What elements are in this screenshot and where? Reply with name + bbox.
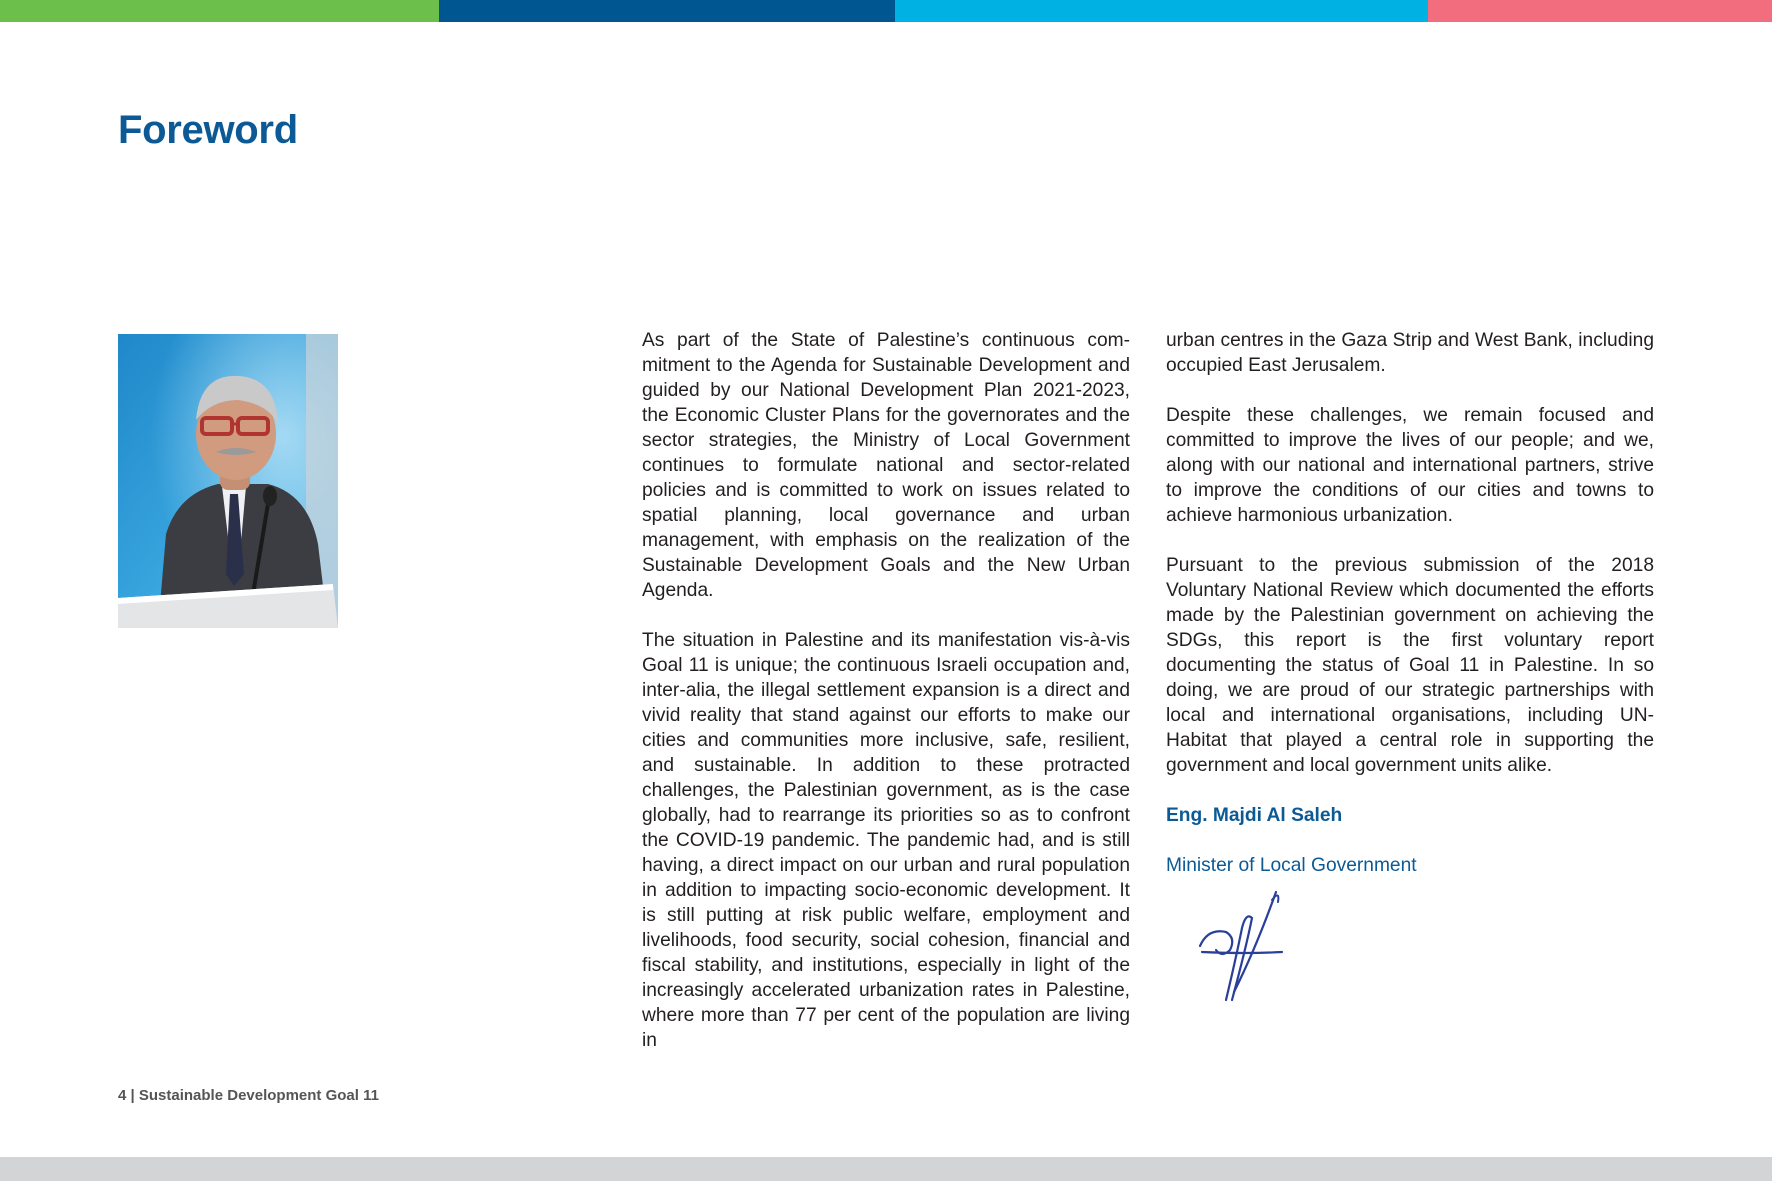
text-column-right bbox=[1166, 328, 1654, 903]
bottom-gray-bar bbox=[0, 1157, 1772, 1181]
top-bar-cyan-segment bbox=[895, 0, 1428, 22]
paragraph-continuation: urban centres in the Gaza Strip and West Bank, including occupied East Jerusalem. bbox=[1166, 330, 1654, 376]
paragraph: Pursuant to the previous submission of the 2018 Voluntary National Review which documented the efforts made by the Palestinian government on achieving the SDGs, this report is the first voluntary report documenting the status of Goal 11 in Palestine. In so doing, we are proud of our strategic partnerships with local and international organisations, including UN-Habitat that played a central role in supporting the government and local government units alike. bbox=[1166, 555, 1654, 776]
page-title: Foreword bbox=[118, 108, 298, 152]
signatory-role: Minister of Local Government bbox=[1166, 855, 1417, 876]
handwritten-signature-icon bbox=[1196, 888, 1296, 1008]
paragraph: The situation in Palestine and its manifestation vis-à-vis Goal 11 is unique; the continuous Israeli occupation and, inter-alia, the illegal settlement expansion is a direct and vivid reality that stand against our efforts to make our cities and communities more inclusive, safe, resilient, and sustainable. In addition to these protracted challenges, the Palestinian government, as is the case globally, had to rearrange its priorities so as to confront the COVID-19 pandemic. The pandemic had, and is still having, a direct impact on our urban and rural population in addition to impacting socio-economic development. It is still putting at risk public welfare, employment and livelihoods, food security, social cohesion, financial and fiscal stability, and institutions, especially in light of the increasingly accelerated urbanization rates in Palestine, where more than 77 per cent of the population are living in bbox=[642, 630, 1130, 1051]
top-bar-pink-segment bbox=[1428, 0, 1772, 22]
paragraph: As part of the State of Palestine’s continuous commitment to the Agenda for Sustainable Development and guided by our National Development Plan 2021-2023, the Economic Cluster Plans for the governorates and the sector strategies, the Ministry of Local Government continues to formulate national and sector-related policies and is committed to work on issues related to spatial planning, local governance and urban management, with emphasis on the realization of the Sustainable Development Goals and the New Urban Agenda. bbox=[642, 330, 1130, 601]
minister-portrait-icon bbox=[118, 334, 338, 628]
top-bar-navy-segment bbox=[439, 0, 895, 22]
text-column-left bbox=[642, 328, 1130, 1078]
top-bar-green-segment bbox=[0, 0, 439, 22]
signatory-name: Eng. Majdi Al Saleh bbox=[1166, 805, 1343, 826]
page-footer: 4 | Sustainable Development Goal 11 bbox=[118, 1087, 379, 1104]
paragraph: Despite these challenges, we remain focused and committed to improve the lives of our people; and we, along with our national and international partners, strive to improve the conditions of our cities and towns to achieve harmonious urbanization. bbox=[1166, 405, 1654, 526]
top-color-bar bbox=[0, 0, 1772, 22]
